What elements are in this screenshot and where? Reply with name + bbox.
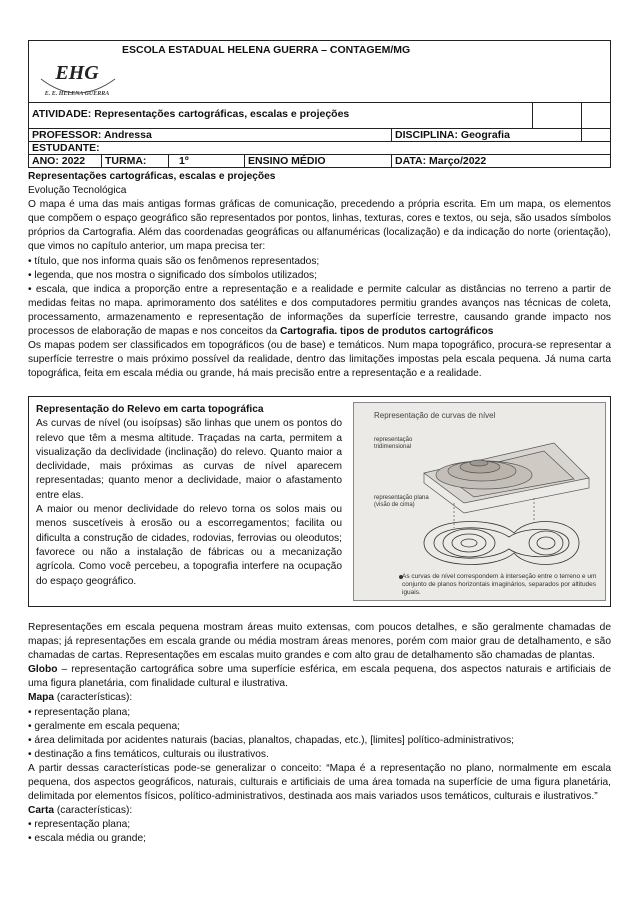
relief-text — [36, 403, 342, 589]
bullet: • escala média ou grande; — [28, 833, 146, 845]
contour-figure — [353, 402, 606, 601]
paragraph: A maior ou menor declividade do relevo torna os solos mais ou menos suscetíveis à erosão ou a escorregamentos; facilita ou dificulta a construção de cidades, rodovias, ferrovias ou oleodutos; favorece ou não a instalação de fábricas ou a mecanização agrícola. Como você percebeu, a topografia interfere na ocupação do espaço geográfico. — [36, 504, 342, 587]
figure-caption: As curvas de nível correspondem à interseção entre o terreno e um conjunto de planos horizontais imaginários, separados por altitudes iguais. — [402, 573, 597, 596]
paragraph: A partir dessas características pode-se generalizar o conceito: “Mapa é a representação no plano, normalmente em escala pequena, dos aspectos geográficos, naturais, culturais e artificiais de uma área tomada na superfície de uma figura planetária, delimitada por elementos físicos, político-administrativos, destinada aos mais variados usos temáticos, culturais e ilustrativos.” — [28, 762, 611, 803]
student-cell: ESTUDANTE: — [29, 142, 611, 155]
bullet: • escala, que indica a proporção entre a representação e a realidade e permite calcular as distâncias no terreno a partir de medidas feitas no mapa. aprimoramento dos satélites e dos computadores permitiu grandes avanços nas técnicas de coleta, processamento, armazenamento e representação de informações da superfície terrestre, causando grande impacto nos processos de elaboração de mapas e nos conceitos da Cartografia. tipos de produtos cartográficos — [28, 283, 611, 338]
contour-drawing-icon — [354, 403, 606, 601]
date-cell: DATA: Março/2022 — [392, 155, 611, 168]
bullet: • legenda, que nos mostra o significado dos símbolos utilizados; — [28, 269, 317, 281]
paragraph: As curvas de nível (ou isoípsas) são linhas que unem os pontos do relevo que têm a mesma altitude. Traçadas na carta, permitem a visualização da declividade (inclinação) do relevo. Quanto maior a declividade, mais próximas as curvas de nível aparecem representadas; quanto menor a declividade, maior o afastamento entre elas. — [36, 418, 342, 501]
class-value-cell: 1º — [169, 155, 245, 168]
document-body-top — [28, 170, 611, 381]
paragraph: Globo – representação cartográfica sobre uma superfície esférica, em escala pequena, dos aspectos naturais e artificiais de uma figura planetária, com finalidade cultural e ilustrativa. — [28, 664, 611, 690]
header-table — [28, 40, 611, 168]
figure-title: Representação de curvas de nível — [374, 411, 496, 420]
paragraph: Os mapas podem ser classificados em topográficos (ou de base) e temáticos. Num mapa topográfico, procura-se representar a superfície terrestre o mais próximo possível da realidade, dentro das limitações impostas pela escala pequena. Já numa carta topográfica, feita em escala média ou grande, há mais precisão entre a representação e a realidade. — [28, 340, 611, 380]
paragraph: Representações em escala pequena mostram áreas muito extensas, com poucos detalhes, e são geralmente chamadas de mapas; já representações em escala grande ou média mostram áreas menores, porém com maior grau de detalhamento, e são chamadas de cartas. Representações em escalas muito grandes e com alto grau de detalhamento são chamadas de plantas. — [28, 622, 611, 662]
bold-text: Carta — [28, 805, 55, 817]
logo-ring-text: E. E. HELENA GUERRA — [44, 91, 110, 97]
section-subtitle: Evolução Tecnológica — [28, 185, 127, 197]
discipline-cell: DISCIPLINA: Geografia — [392, 129, 582, 142]
year-cell: ANO: 2022 — [29, 155, 102, 168]
paragraph: Mapa (características): — [28, 692, 133, 704]
school-cell — [29, 41, 611, 103]
logo-text: EHG — [55, 62, 99, 84]
box-title: Representação do Relevo em carta topográfica — [36, 404, 264, 415]
empty-cell — [582, 103, 611, 129]
empty-cell — [582, 129, 611, 142]
bold-text: Mapa — [28, 692, 55, 704]
bold-text: Globo — [28, 664, 58, 676]
level-cell: ENSINO MÉDIO — [245, 155, 392, 168]
relief-box — [28, 396, 611, 607]
school-logo-icon — [35, 49, 120, 99]
empty-cell — [533, 103, 582, 129]
activity-cell: ATIVIDADE: Representações cartográficas, escalas e projeções — [29, 103, 533, 129]
bullet: • título, que nos informa quais são os fenômenos representados; — [28, 255, 320, 267]
section-title: Representações cartográficas, escalas e projeções — [28, 171, 276, 182]
school-name: ESCOLA ESTADUAL HELENA GUERRA – CONTAGEM/MG — [122, 44, 411, 56]
bullet: • destinação a fins temáticos, culturais ou ilustrativos. — [28, 748, 269, 760]
bullet: • representação plana; — [28, 819, 131, 831]
paragraph: Carta (características): — [28, 805, 133, 817]
paragraph: O mapa é uma das mais antigas formas gráficas de comunicação, precedendo a própria escrita. Em um mapa, os elementos que compõem o espaço geográfico são representados por pontos, linhas, texturas, cores e textos, ou seja, são usados símbolos próprios da Cartografia. Além das coordenadas geográficas ou alfanuméricas (localização) e da indicação do norte (orientação), que vimos no capítulo anterior, um mapa precisa ter: — [28, 199, 611, 253]
class-cell: TURMA: — [102, 155, 169, 168]
professor-cell: PROFESSOR: Andressa — [29, 129, 392, 142]
document-body-bottom — [28, 621, 611, 847]
bullet: • geralmente em escala pequena; — [28, 720, 180, 732]
bold-text: Cartografia. tipos de produtos cartográficos — [280, 326, 494, 338]
figure-label-plan: representação plana (visão de cima) — [374, 495, 429, 508]
bullet: • representação plana; — [28, 706, 131, 718]
bullet: • área delimitada por acidentes naturais (bacias, planaltos, chapadas, etc.), [limites] político-administrativos; — [28, 734, 515, 746]
figure-label-3d: representação tridimensional — [374, 437, 413, 450]
